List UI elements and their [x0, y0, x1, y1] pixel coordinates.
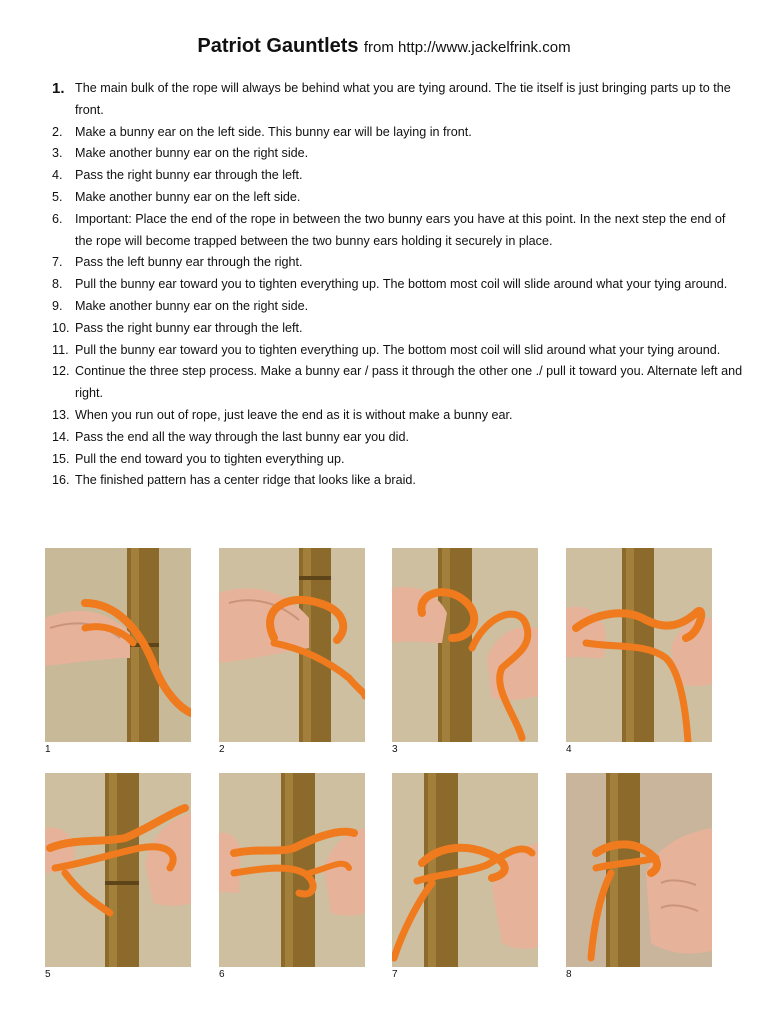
- rope-photo-illustration: [219, 773, 365, 967]
- step-text: Pass the right bunny ear through the left.: [75, 168, 303, 183]
- step-text: Continue the three step process. Make a bunny ear / pass it through the other one ./ pull it toward you. Alternate left and right.: [75, 364, 743, 401]
- step-item: [44, 78, 744, 122]
- step-text: Make another bunny ear on the right side.: [75, 298, 309, 313]
- step-text: Important: Place the end of the rope in between the two bunny ears you have at this point. In the next step the end of the rope will become trapped between the two bunny ears holding it securely in place.: [75, 211, 726, 248]
- photo-caption: 5: [45, 969, 51, 980]
- photo-caption: 4: [566, 744, 572, 755]
- step-text: The finished pattern has a center ridge that looks like a braid.: [75, 473, 416, 488]
- step-photo-6: [219, 773, 365, 967]
- step-item: [44, 449, 744, 471]
- step-number: 14.: [52, 429, 70, 444]
- rope-photo-illustration: [219, 548, 365, 742]
- step-text: Pull the bunny ear toward you to tighten everything up. The bottom most coil will slid around what your tying around.: [75, 342, 721, 357]
- instruction-list: [44, 78, 744, 492]
- step-text: Pull the end toward you to tighten everything up.: [75, 451, 345, 466]
- step-item: [44, 274, 744, 296]
- step-item: [44, 340, 744, 362]
- step-number: 4.: [52, 168, 63, 183]
- step-number: 13.: [52, 407, 70, 422]
- step-photo-2: [219, 548, 365, 742]
- step-photo-5: [45, 773, 191, 967]
- rope-photo-illustration: [392, 773, 538, 967]
- step-text: The main bulk of the rope will always be behind what you are tying around. The tie itself is just bringing parts up to the front.: [75, 81, 731, 117]
- photo-caption: 3: [392, 744, 398, 755]
- step-text: When you run out of rope, just leave the end as it is without make a bunny ear.: [75, 407, 513, 422]
- step-item: [44, 209, 744, 253]
- step-number: 11.: [52, 342, 69, 357]
- step-number: 12.: [52, 364, 70, 379]
- title-source: from http://www.jackelfrink.com: [363, 39, 571, 56]
- step-number: 8.: [52, 277, 63, 292]
- page-title: [0, 34, 768, 60]
- step-number: 15.: [52, 451, 70, 466]
- step-text: Make another bunny ear on the right side.: [75, 146, 309, 161]
- step-item: [44, 470, 744, 492]
- step-item: [44, 187, 744, 209]
- step-number: 1.: [52, 80, 65, 97]
- photo-caption: 6: [219, 969, 225, 980]
- title-main: Patriot Gauntlets: [197, 35, 359, 57]
- step-number: 9.: [52, 298, 63, 313]
- photo-caption: 8: [566, 969, 572, 980]
- rope-photo-illustration: [566, 548, 712, 742]
- photo-caption: 7: [392, 969, 398, 980]
- step-photo-4: [566, 548, 712, 742]
- step-photo-7: [392, 773, 538, 967]
- rope-photo-illustration: [45, 773, 191, 967]
- rope-photo-illustration: [45, 548, 191, 742]
- rope-photo-illustration: [566, 773, 712, 967]
- step-text: Pass the left bunny ear through the right.: [75, 255, 303, 270]
- step-number: 6.: [52, 211, 63, 226]
- step-item: [44, 296, 744, 318]
- step-item: [44, 318, 744, 340]
- step-number: 7.: [52, 255, 63, 270]
- step-text: Pull the bunny ear toward you to tighten everything up. The bottom most coil will slide around what your tying around.: [75, 277, 728, 292]
- step-number: 3.: [52, 146, 63, 161]
- step-photo-1: [45, 548, 191, 742]
- step-number: 5.: [52, 189, 63, 204]
- photo-caption: 2: [219, 744, 225, 755]
- step-photo-3: [392, 548, 538, 742]
- step-item: [44, 165, 744, 187]
- step-item: [44, 361, 744, 405]
- photo-caption: 1: [45, 744, 51, 755]
- rope-photo-illustration: [392, 548, 538, 742]
- step-text: Make a bunny ear on the left side. This bunny ear will be laying in front.: [75, 124, 472, 139]
- step-item: [44, 122, 744, 144]
- step-text: Make another bunny ear on the left side.: [75, 189, 301, 204]
- step-text: Pass the right bunny ear through the left.: [75, 320, 303, 335]
- step-item: [44, 427, 744, 449]
- step-number: 16.: [52, 473, 70, 488]
- step-item: [44, 143, 744, 165]
- step-item: [44, 405, 744, 427]
- step-number: 10.: [52, 320, 70, 335]
- step-number: 2.: [52, 124, 63, 139]
- step-photo-8: [566, 773, 712, 967]
- step-item: [44, 252, 744, 274]
- step-text: Pass the end all the way through the last bunny ear you did.: [75, 429, 409, 444]
